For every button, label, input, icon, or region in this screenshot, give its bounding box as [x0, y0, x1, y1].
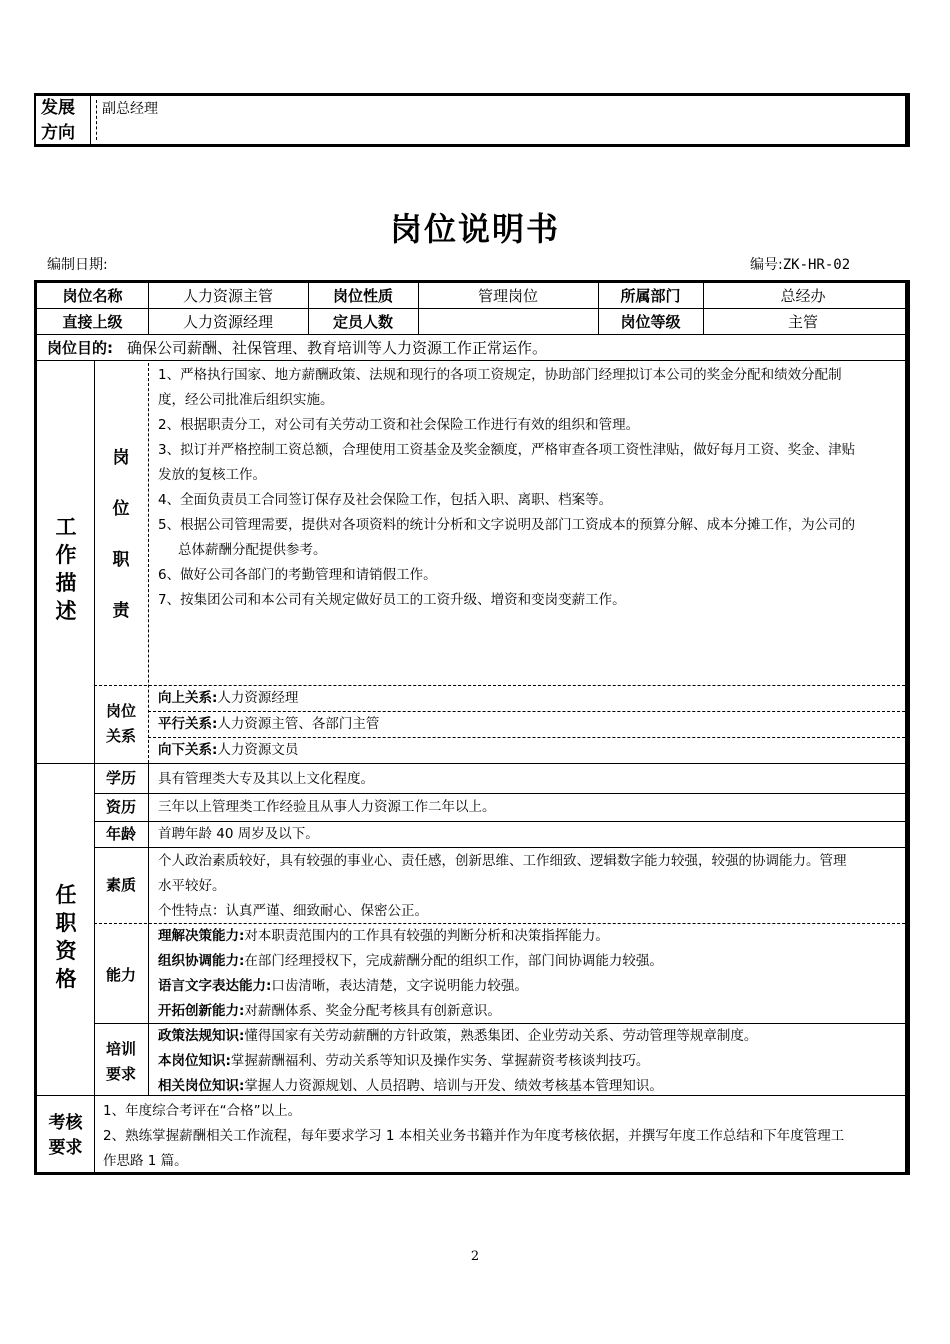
duty-line: 1、严格执行国家、地方薪酬政策、法规和现行的各项工资规定，协助部门经理拟订本公司的奖金分配和绩效分配制	[158, 367, 842, 383]
superior-value: 人力资源经理	[182, 313, 273, 331]
duty-line: 2、根据职责分工，对公司有关劳动工资和社会保险工作进行有效的组织和管理。	[158, 417, 640, 433]
duty-line: 5、根据公司管理需要，提供对各项资料的统计分析和文字说明及部门工资成本的预算分解、成本分摊工作，为公司的	[158, 517, 856, 533]
age-value: 首聘年龄 40 周岁及以下。	[158, 826, 319, 842]
position-nature-label: 岗位性质	[332, 287, 393, 305]
relation-parallel: 平行关系:人力资源主管、各部门主管	[158, 716, 380, 732]
quality-line: 水平较好。	[158, 878, 226, 894]
education-value: 具有管理类大专及其以上文化程度。	[158, 771, 374, 787]
education-label: 学历	[105, 769, 136, 787]
purpose-row: 岗位目的: 确保公司薪酬、社保管理、教育培训等人力资源工作正常运作。	[47, 339, 548, 357]
age-label: 年龄	[105, 825, 136, 843]
training-item: 本岗位知识:掌握薪酬福利、劳动关系等知识及操作实务、掌握薪资考核谈判技巧。	[158, 1053, 650, 1069]
duty-line: 6、做好公司各部门的考勤管理和请销假工作。	[158, 567, 437, 583]
assessment-label: 考核 要求	[48, 1113, 83, 1158]
assessment-line: 2、熟练掌握薪酬相关工作流程，每年要求学习 1 本相关业务书籍并作为年度考核依据，并撰写年度工作总结和下年度管理工	[103, 1128, 845, 1144]
experience-value: 三年以上管理类工作经验且从事人力资源工作二年以上。	[158, 799, 496, 815]
position-nature-value: 管理岗位	[477, 287, 538, 305]
position-name-value: 人力资源主管	[182, 287, 273, 305]
grade-label: 岗位等级	[620, 313, 681, 331]
document-title: 岗位说明书	[389, 210, 560, 248]
quality-line: 个人政治素质较好，具有较强的事业心、责任感，创新思维、工作细致、逻辑数字能力较强，较强的协调能力。管理	[158, 853, 847, 869]
ability-label: 能力	[105, 966, 136, 984]
relation-label: 岗位 关系	[105, 702, 136, 745]
duty-line: 4、全面负责员工合同签订保存及社会保险工作，包括入职、离职、档案等。	[158, 492, 613, 508]
ability-item: 语言文字表达能力:口齿清晰，表达清楚，文字说明能力较强。	[158, 978, 528, 994]
duty-line: 发放的复核工作。	[158, 467, 266, 483]
grade-value: 主管	[787, 313, 818, 331]
experience-label: 资历	[105, 798, 136, 816]
duty-line: 7、按集团公司和本公司有关规定做好员工的工资升级、增资和变岗变薪工作。	[158, 592, 626, 608]
page-number: 2	[470, 1249, 480, 1264]
training-label: 培训 要求	[105, 1040, 136, 1083]
direction-value: 副总经理	[102, 101, 158, 117]
position-name-label: 岗位名称	[62, 287, 123, 305]
training-item: 政策法规知识:懂得国家有关劳动薪酬的方针政策，熟悉集团、企业劳动关系、劳动管理等规章制度。	[158, 1028, 758, 1044]
quality-line: 个性特点：认真严谨、细致耐心、保密公正。	[158, 903, 428, 919]
ability-item: 理解决策能力:对本职责范围内的工作具有较强的判断分析和决策指挥能力。	[158, 928, 609, 944]
duty-line: 总体薪酬分配提供参考。	[178, 542, 327, 558]
assessment-line: 作思路 1 篇。	[103, 1153, 188, 1169]
code: 编号:ZK-HR-02	[750, 257, 851, 273]
relation-up: 向上关系:人力资源经理	[158, 690, 299, 706]
assessment-line: 1、年度综合考评在“合格”以上。	[103, 1103, 302, 1119]
job-description-table	[34, 280, 910, 1175]
staff-count-label: 定员人数	[332, 313, 393, 331]
date-label: 编制日期:	[47, 257, 108, 273]
superior-label: 直接上级	[62, 313, 123, 331]
quality-label: 素质	[105, 876, 136, 894]
relation-down: 向下关系:人力资源文员	[158, 742, 299, 758]
direction-table	[34, 93, 910, 147]
ability-item: 开拓创新能力:对薪酬体系、奖金分配考核具有创新意识。	[158, 1003, 501, 1019]
work-section-label: 工 作 描 述	[55, 515, 77, 623]
department-value: 总经办	[780, 287, 826, 305]
department-label: 所属部门	[620, 287, 681, 305]
training-item: 相关岗位知识:掌握人力资源规划、人员招聘、培训与开发、绩效考核基本管理知识。	[158, 1078, 663, 1094]
direction-label: 发展 方向	[41, 98, 75, 143]
duty-line: 度，经公司批准后组织实施。	[158, 392, 334, 408]
qualification-section-label: 任 职 资 格	[55, 883, 77, 991]
ability-item: 组织协调能力:在部门经理授权下，完成薪酬分配的组织工作，部门间协调能力较强。	[158, 953, 663, 969]
duty-label: 岗 位 职 责	[112, 448, 130, 621]
duty-line: 3、拟订并严格控制工资总额，合理使用工资基金及奖金额度，严格审查各项工资性津贴，做好每月工资、奖金、津贴	[158, 442, 856, 458]
